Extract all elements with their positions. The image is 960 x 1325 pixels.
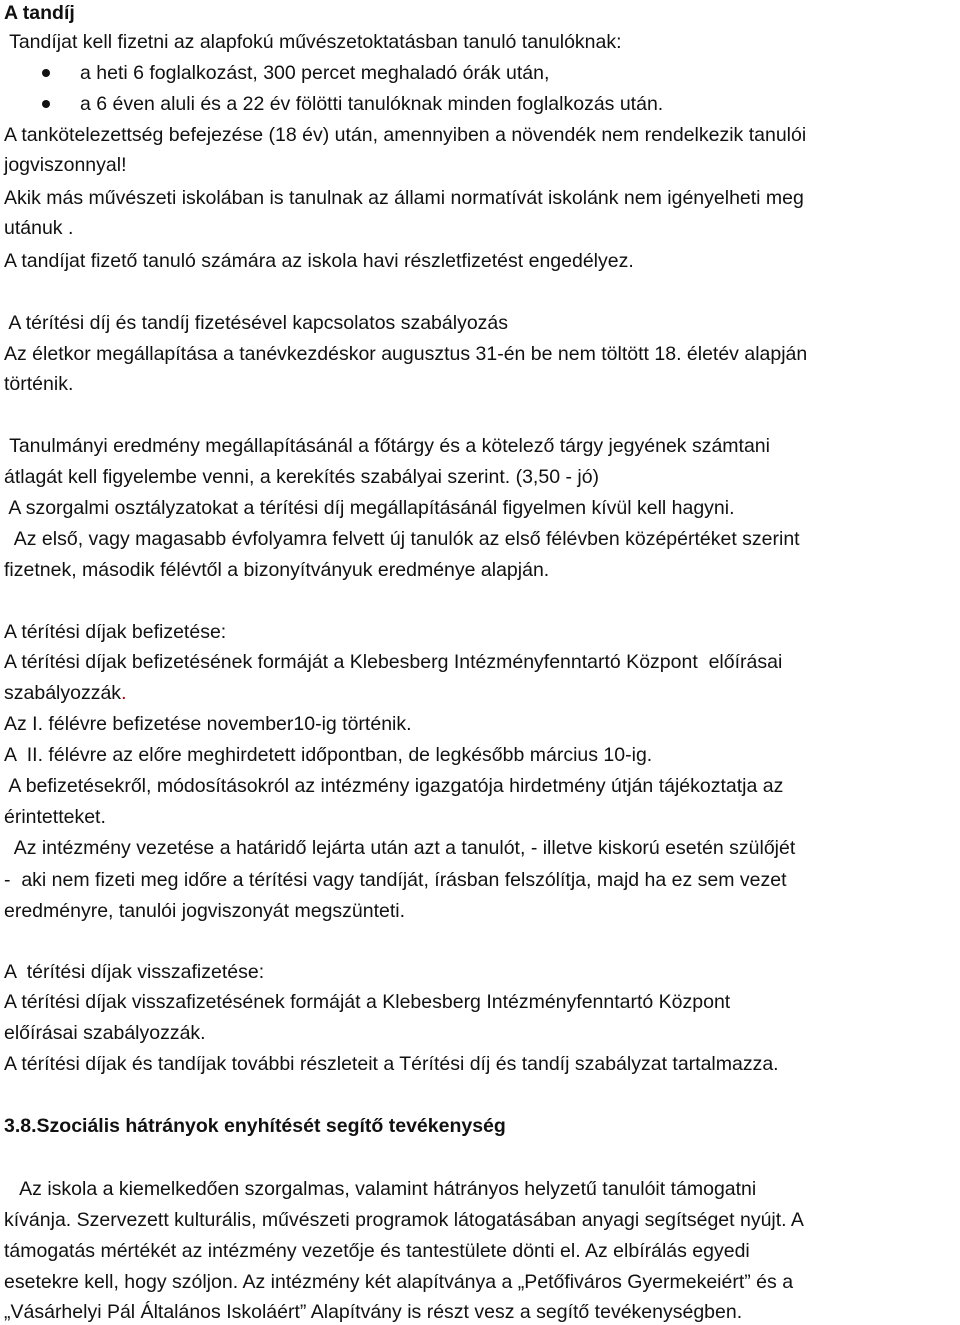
section-title-social: 3.8.Szociális hátrányok enyhítését segítő tevékenység — [4, 1115, 506, 1137]
bullet-text: a 6 éven aluli és a 22 év fölötti tanulóknak minden foglalkozás után. — [80, 93, 664, 115]
paragraph-line: A II. félévre az előre meghirdetett időpontban, de legkésőbb március 10-ig. — [4, 744, 653, 766]
bullet-icon — [42, 69, 50, 77]
paragraph-line: kívánja. Szervezett kulturális, művészeti programok látogatásában anyagi segítséget nyújt. A — [4, 1209, 804, 1231]
paragraph-line: A tandíjat fizető tanuló számára az iskola havi részletfizetést engedélyez. — [4, 250, 634, 272]
section-heading: A térítési díjak visszafizetése: — [4, 961, 265, 983]
paragraph-line: A szorgalmi osztályzatokat a térítési díj megállapításánál figyelmen kívül kell hagyni. — [4, 497, 735, 519]
paragraph-line: Az I. félévre befizetése november10-ig történik. — [4, 713, 412, 735]
paragraph-line: eredményre, tanulói jogviszonyát megszünteti. — [4, 900, 406, 922]
section-heading: A térítési díj és tandíj fizetésével kapcsolatos szabályozás — [4, 312, 509, 334]
paragraph-line: történik. — [4, 373, 74, 395]
paragraph-line: fizetnek, második félévtől a bizonyítványuk eredménye alapján. — [4, 559, 550, 581]
paragraph-line: érintetteket. — [4, 806, 106, 828]
paragraph-line: Az intézmény vezetése a határidő lejárta után azt a tanulót, - illetve kiskorú esetén szülőjét — [4, 837, 796, 859]
red-period: . — [121, 682, 127, 704]
paragraph-line: támogatás mértékét az intézmény vezetője és tantestülete dönti el. Az elbírálás egyedi — [4, 1240, 750, 1262]
paragraph-line: Tanulmányi eredmény megállapításánál a főtárgy és a kötelező tárgy jegyének számtani — [4, 435, 770, 457]
bullet-icon — [42, 100, 50, 108]
paragraph-line: A térítési díjak befizetésének formáját a Klebesberg Intézményfenntartó Központ előírásai — [4, 651, 783, 673]
paragraph-line: Tandíjat kell fizetni az alapfokú művészetoktatásban tanuló tanulóknak: — [4, 31, 622, 53]
bullet-text: a heti 6 foglalkozást, 300 percet meghaladó órák után, — [80, 62, 550, 84]
section-title-tandij: A tandíj — [4, 2, 75, 24]
section-heading: A térítési díjak befizetése: — [4, 621, 227, 643]
paragraph-line — [4, 680, 126, 706]
paragraph-line: A térítési díjak visszafizetésének formáját a Klebesberg Intézményfenntartó Központ — [4, 991, 731, 1013]
paragraph-line: „Vásárhelyi Pál Általános Iskoláért” Alapítvány is részt vesz a segítő tevékenységben. — [4, 1301, 743, 1323]
paragraph-line: jogviszonnyal! — [4, 154, 127, 176]
paragraph-line: Az életkor megállapítása a tanévkezdéskor augusztus 31-én be nem töltött 18. életév alapján — [4, 343, 808, 365]
paragraph-line: Az iskola a kiemelkedően szorgalmas, valamint hátrányos helyzetű tanulóit támogatni — [4, 1178, 757, 1200]
paragraph-line: esetekre kell, hogy szóljon. Az intézmény két alapítványa a „Petőfiváros Gyermekeiért” és a — [4, 1271, 794, 1293]
paragraph-line: Az első, vagy magasabb évfolyamra felvett új tanulók az első félévben középértéket szerint — [4, 528, 800, 550]
paragraph-line: előírásai szabályozzák. — [4, 1022, 206, 1044]
paragraph-text: szabályozzák — [4, 682, 122, 704]
paragraph-line: A befizetésekről, módosításokról az intézmény igazgatója hirdetmény útján tájékoztatja az — [4, 775, 784, 797]
paragraph-line: A tankötelezettség befejezése (18 év) után, amennyiben a növendék nem rendelkezik tanulói — [4, 124, 807, 146]
paragraph-line: utánuk . — [4, 217, 74, 239]
paragraph-line: A térítési díjak és tandíjak további részleteit a Térítési díj és tandíj szabályzat tartalmazza. — [4, 1053, 779, 1075]
paragraph-line: - aki nem fizeti meg időre a térítési vagy tandíját, írásban felszólítja, majd ha ez sem vezet — [4, 869, 787, 891]
paragraph-line: átlagát kell figyelembe venni, a kerekítés szabályai szerint. (3,50 - jó) — [4, 466, 600, 488]
paragraph-line: Akik más művészeti iskolában is tanulnak az állami normatívát iskolánk nem igényelheti meg — [4, 187, 804, 209]
